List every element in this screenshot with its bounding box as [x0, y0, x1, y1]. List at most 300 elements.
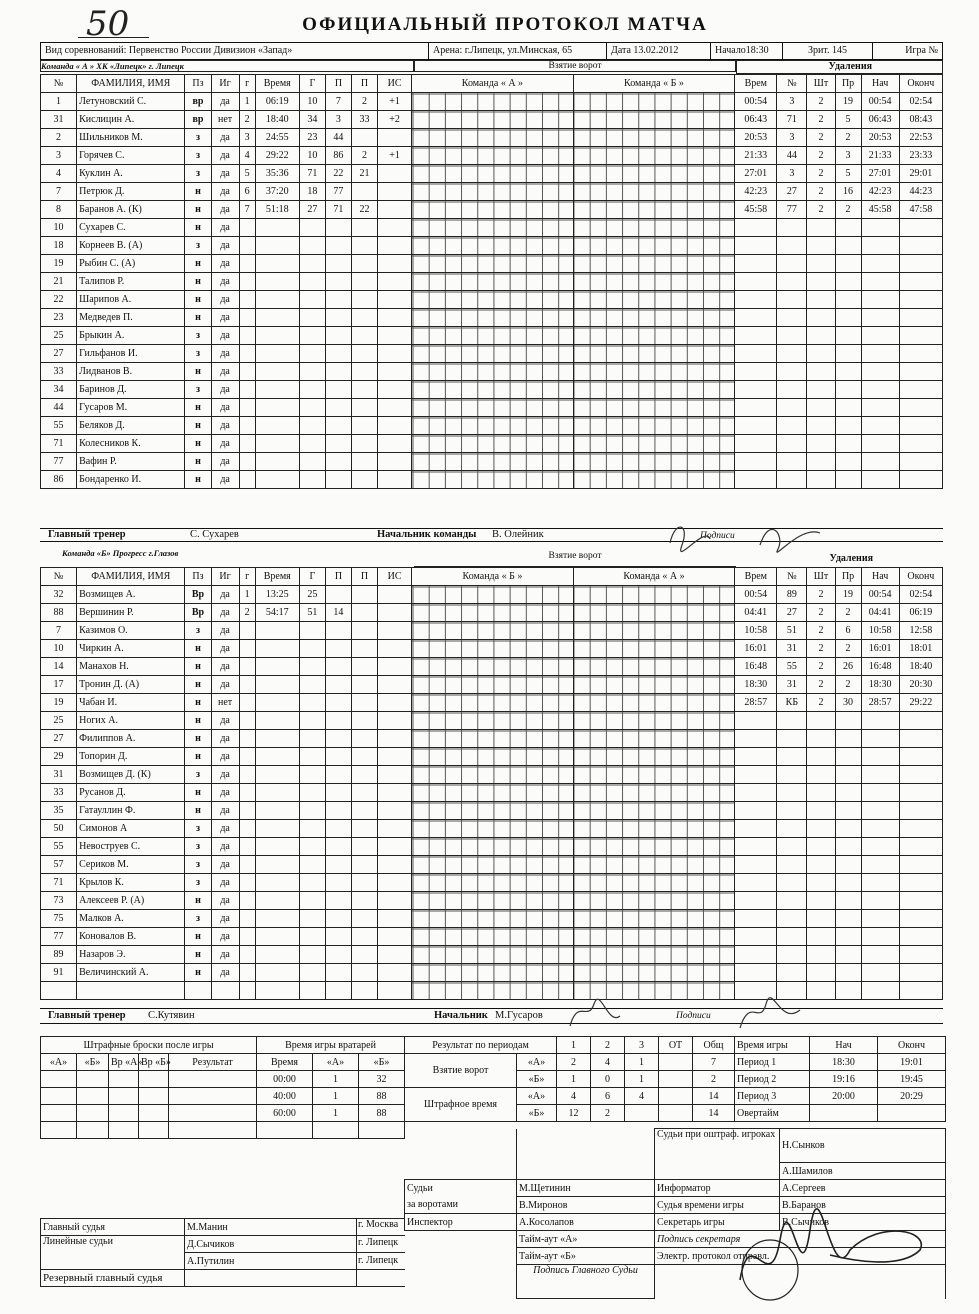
period-value: 1: [625, 1071, 659, 1088]
penalty-minutes: [807, 730, 835, 748]
goal-situation: +1: [378, 147, 412, 165]
goalie-time-table: [256, 1036, 405, 1139]
penalty-end: 22:53: [899, 129, 942, 147]
penalty-reason: [835, 892, 861, 910]
penalty-minutes: [807, 964, 835, 982]
goal-assist-1: [325, 874, 351, 892]
date-field: Дата 13.02.2012: [607, 43, 711, 59]
team-b-header-row: [41, 568, 943, 586]
penalty-minutes: [807, 946, 835, 964]
goals-taken-grid-own: [412, 129, 574, 147]
penalty-reason: 19: [835, 586, 861, 604]
penalty-minutes: [807, 748, 835, 766]
player-played: да: [211, 748, 239, 766]
player-number: 18: [41, 237, 77, 255]
player-number: 25: [41, 712, 77, 730]
goal-time: [255, 910, 299, 928]
penalty-reason: [835, 453, 861, 471]
goal-situation: [378, 255, 412, 273]
penalty-player: [777, 730, 807, 748]
judges-label: Судьи: [405, 1180, 517, 1197]
period-value: 2: [693, 1071, 735, 1088]
penalty-player: [777, 291, 807, 309]
player-number: 50: [41, 820, 77, 838]
competition-field: Вид соревнований: Первенство России Дивизион «Запад»: [41, 43, 429, 59]
goal-assist-2: [351, 399, 377, 417]
game-time-start: 18:30: [810, 1054, 878, 1071]
player-played: да: [211, 766, 239, 784]
team-b-player-row: [41, 604, 943, 622]
player-name: Колесников К.: [77, 435, 185, 453]
goal-situation: +1: [378, 93, 412, 111]
penalty-player: 77: [777, 201, 807, 219]
goal-index: 6: [239, 183, 255, 201]
goal-situation: +2: [378, 111, 412, 129]
player-name: Баранов А. (К): [77, 201, 185, 219]
player-number: 86: [41, 471, 77, 489]
player-played: да: [211, 453, 239, 471]
period-value: 14: [693, 1105, 735, 1122]
goal-assist-2: [351, 982, 377, 1000]
goals-taken-grid-opp: [573, 946, 735, 964]
goal-index: [239, 453, 255, 471]
goals-taken-grid-own: [412, 928, 574, 946]
goalie-b-col: «Б»: [359, 1054, 405, 1071]
player-position: н: [185, 712, 211, 730]
player-position: вр: [185, 93, 211, 111]
goals-taken-grid-own: [412, 345, 574, 363]
penalty-end: [899, 856, 942, 874]
player-name: Лидванов В.: [77, 363, 185, 381]
player-played: да: [211, 622, 239, 640]
goal-situation: [378, 201, 412, 219]
game-time-row: [735, 1071, 946, 1088]
penalty-start: [861, 856, 899, 874]
goal-time: [255, 309, 299, 327]
team-b-player-row: [41, 874, 943, 892]
team-a-player-row: [41, 471, 943, 489]
goal-assist-2: [351, 730, 377, 748]
player-name: Крылов К.: [77, 874, 185, 892]
judge-goal-2: В.Миронов: [517, 1197, 655, 1214]
penalty-minutes: 2: [807, 201, 835, 219]
penalty-minutes: [807, 802, 835, 820]
player-played: да: [211, 604, 239, 622]
goal-assist-1: [325, 838, 351, 856]
team-b-player-row: [41, 838, 943, 856]
goals-taken-grid-opp: [573, 183, 735, 201]
goals-taken-grid-own: [412, 273, 574, 291]
col-pen-shtr: Шт: [807, 75, 835, 93]
shootouts-a: «А»: [41, 1054, 77, 1071]
period-value: 4: [557, 1088, 591, 1105]
col-pen-shtr: Шт: [807, 568, 835, 586]
goals-taken-grid-own: [412, 111, 574, 129]
period-value: [659, 1054, 693, 1071]
goals-taken-grid-opp: [573, 748, 735, 766]
penalty-player: [777, 453, 807, 471]
team-b-label: Команда «Б» Прогресс г.Глазов: [62, 548, 179, 558]
team-b-player-row: [41, 910, 943, 928]
goal-situation: [378, 712, 412, 730]
player-name: Шарипов А.: [77, 291, 185, 309]
team-a-player-row: [41, 201, 943, 219]
penalty-reason: 5: [835, 165, 861, 183]
goal-scorer: [299, 820, 325, 838]
goal-scorer: [299, 381, 325, 399]
goalie-a-value: 1: [313, 1105, 359, 1122]
goals-taken-grid-own: [412, 381, 574, 399]
goal-index: [239, 712, 255, 730]
goals-taken-grid-own: [412, 766, 574, 784]
goal-assist-1: [325, 802, 351, 820]
player-number: 7: [41, 183, 77, 201]
goals-taken-grid-own: [412, 784, 574, 802]
goal-time: [255, 381, 299, 399]
reserve-judge-label: Резервный главный судья: [41, 1270, 185, 1287]
goal-assist-1: [325, 381, 351, 399]
goal-situation: [378, 363, 412, 381]
goals-taken-grid-opp: [573, 838, 735, 856]
player-position: н: [185, 399, 211, 417]
goal-assist-2: [351, 291, 377, 309]
player-number: 25: [41, 327, 77, 345]
team-b-player-row: [41, 622, 943, 640]
penalty-reason: [835, 946, 861, 964]
player-played: да: [211, 309, 239, 327]
player-position: н: [185, 802, 211, 820]
player-name: Топорин Д.: [77, 748, 185, 766]
game-time-start-col: Нач: [810, 1037, 878, 1054]
goals-taken-grid-opp: [573, 327, 735, 345]
player-name: Чиркин А.: [77, 640, 185, 658]
goal-assist-2: [351, 183, 377, 201]
goal-scorer: [299, 237, 325, 255]
goal-assist-1: 22: [325, 165, 351, 183]
penalty-start: 16:48: [861, 658, 899, 676]
periods-title: Результат по периодам: [405, 1037, 557, 1054]
goal-time: [255, 255, 299, 273]
goal-situation: [378, 327, 412, 345]
penalty-start: 45:58: [861, 201, 899, 219]
penalty-end: [899, 712, 942, 730]
col-team-a-goals: Команда « А »: [573, 568, 735, 586]
player-number: 71: [41, 874, 77, 892]
player-name: Летуновский С.: [77, 93, 185, 111]
goals-taken-grid-own: [412, 892, 574, 910]
penalty-minutes: [807, 712, 835, 730]
goal-situation: [378, 435, 412, 453]
goal-index: 2: [239, 111, 255, 129]
penalty-start: [861, 471, 899, 489]
col-pen-time: Врем: [735, 568, 777, 586]
player-number: 1: [41, 93, 77, 111]
player-position: н: [185, 363, 211, 381]
penalty-reason: 16: [835, 183, 861, 201]
goals-taken-grid-opp: [573, 964, 735, 982]
col-is: ИС: [378, 75, 412, 93]
goal-scorer: 34: [299, 111, 325, 129]
player-played: да: [211, 165, 239, 183]
player-position: з: [185, 165, 211, 183]
penalty-end: [899, 964, 942, 982]
penalty-time: [735, 928, 777, 946]
penalty-judge-2: А.Шамилов: [780, 1163, 946, 1180]
goals-taken-grid-opp: [573, 255, 735, 273]
col-pen-num: №: [777, 568, 807, 586]
penalty-time-label: Штрафное время: [405, 1088, 517, 1122]
penalty-minutes: [807, 856, 835, 874]
penalty-minutes: [807, 874, 835, 892]
player-number: 4: [41, 165, 77, 183]
player-name: Вафин Р.: [77, 453, 185, 471]
player-number: 19: [41, 694, 77, 712]
penalty-end: 06:19: [899, 604, 942, 622]
goal-assist-1: [325, 345, 351, 363]
player-number: 17: [41, 676, 77, 694]
player-position: з: [185, 820, 211, 838]
player-played: да: [211, 201, 239, 219]
goal-index: [239, 640, 255, 658]
game-time-period: Период 1: [735, 1054, 810, 1071]
player-name: Возмищев Д. (К): [77, 766, 185, 784]
chief-judge-signature: [730, 1200, 950, 1310]
penalty-minutes: 2: [807, 93, 835, 111]
penalty-time: [735, 874, 777, 892]
penalty-start: 42:23: [861, 183, 899, 201]
goal-assist-1: [325, 928, 351, 946]
penalty-player: [777, 910, 807, 928]
penalty-start: [861, 255, 899, 273]
goal-assist-1: 86: [325, 147, 351, 165]
penalty-reason: 19: [835, 93, 861, 111]
goal-index: [239, 982, 255, 1000]
penalty-end: [899, 838, 942, 856]
penalty-player: 3: [777, 165, 807, 183]
col-num: №: [41, 568, 77, 586]
goal-index: [239, 676, 255, 694]
goals-taken-grid-own: [412, 730, 574, 748]
secretary-signature-label: Подпись секретаря: [655, 1231, 946, 1248]
player-name: Гатауллин Ф.: [77, 802, 185, 820]
penalty-time: [735, 237, 777, 255]
goals-taken-grid-opp: [573, 676, 735, 694]
penalty-player: [777, 748, 807, 766]
goal-index: [239, 748, 255, 766]
team-a-header-row: [41, 75, 943, 93]
penalty-time: [735, 820, 777, 838]
col-played: Иг: [211, 568, 239, 586]
goal-index: [239, 219, 255, 237]
goals-taken-grid-own: [412, 712, 574, 730]
goal-index: 1: [239, 93, 255, 111]
penalty-player: [777, 237, 807, 255]
player-name: Величинский А.: [77, 964, 185, 982]
penalty-end: [899, 982, 942, 1000]
player-name: Невоструев С.: [77, 838, 185, 856]
team-b-player-row: [41, 856, 943, 874]
goal-time: [255, 748, 299, 766]
penalty-minutes: [807, 237, 835, 255]
col-assist2: П: [351, 75, 377, 93]
team-b-table: [40, 567, 943, 1000]
protocol-title: ОФИЦИАЛЬНЫЙ ПРОТОКОЛ МАТЧА: [302, 14, 708, 35]
goal-assist-2: [351, 345, 377, 363]
goal-index: [239, 874, 255, 892]
penalty-end: [899, 363, 942, 381]
goals-taken-grid-opp: [573, 417, 735, 435]
timeout-b: Тайм-аут «Б»: [517, 1248, 655, 1265]
goal-index: [239, 327, 255, 345]
penalty-start: [861, 928, 899, 946]
penalty-player: 27: [777, 604, 807, 622]
player-position: н: [185, 201, 211, 219]
goal-assist-2: 33: [351, 111, 377, 129]
player-name: Коновалов В.: [77, 928, 185, 946]
goal-situation: [378, 622, 412, 640]
team-b-player-row: [41, 784, 943, 802]
period-h2: 2: [591, 1037, 625, 1054]
player-position: з: [185, 838, 211, 856]
goal-index: [239, 892, 255, 910]
goal-situation: [378, 748, 412, 766]
player-position: Вр: [185, 604, 211, 622]
penalty-player: [777, 399, 807, 417]
penalty-reason: [835, 363, 861, 381]
player-played: да: [211, 417, 239, 435]
goal-time: [255, 784, 299, 802]
goal-time: [255, 399, 299, 417]
shootouts-result: Результат: [169, 1054, 257, 1071]
goal-scorer: 27: [299, 201, 325, 219]
col-pen-end: Оконч: [899, 568, 942, 586]
goal-index: [239, 964, 255, 982]
penalty-minutes: [807, 381, 835, 399]
goals-taken-grid-own: [412, 471, 574, 489]
player-name: Ногих А.: [77, 712, 185, 730]
goal-assist-2: [351, 928, 377, 946]
penalty-time: [735, 471, 777, 489]
player-name: Тронин Д. (А): [77, 676, 185, 694]
player-number: 77: [41, 453, 77, 471]
period-team: «А»: [517, 1054, 557, 1071]
player-number: 21: [41, 273, 77, 291]
goal-scorer: [299, 766, 325, 784]
team-b-player-row: [41, 892, 943, 910]
col-g: г: [239, 75, 255, 93]
goals-taken-grid-own: [412, 964, 574, 982]
penalty-reason: [835, 435, 861, 453]
penalty-start: [861, 345, 899, 363]
game-time-table: [734, 1036, 946, 1122]
col-assist2: П: [351, 568, 377, 586]
goal-index: [239, 694, 255, 712]
goal-index: [239, 435, 255, 453]
goal-situation: [378, 838, 412, 856]
goal-assist-2: [351, 219, 377, 237]
penalty-time: [735, 255, 777, 273]
player-name: Симонов А: [77, 820, 185, 838]
penalty-player: [777, 856, 807, 874]
penalty-player: [777, 309, 807, 327]
goal-situation: [378, 309, 412, 327]
penalty-time: [735, 291, 777, 309]
team-a-player-row: [41, 345, 943, 363]
penalty-start: [861, 417, 899, 435]
penalty-time: [735, 946, 777, 964]
team-a-player-row: [41, 93, 943, 111]
penalty-reason: [835, 471, 861, 489]
goal-assist-1: [325, 946, 351, 964]
goal-index: [239, 255, 255, 273]
goal-assist-1: [325, 291, 351, 309]
team-b-player-row: [41, 586, 943, 604]
player-number: 89: [41, 946, 77, 964]
penalty-start: 21:33: [861, 147, 899, 165]
period-team: «Б»: [517, 1071, 557, 1088]
player-number: 33: [41, 784, 77, 802]
team-a-goals-taken-header: Взятие ворот: [414, 60, 736, 72]
player-position: н: [185, 928, 211, 946]
goal-assist-1: [325, 237, 351, 255]
col-goal: Г: [299, 568, 325, 586]
penalty-time: [735, 417, 777, 435]
goal-scorer: [299, 219, 325, 237]
player-number: 2: [41, 129, 77, 147]
penalty-end: [899, 784, 942, 802]
main-judge: М.Манин: [185, 1219, 357, 1236]
player-name: Петрюк Д.: [77, 183, 185, 201]
game-time-end: 19:01: [878, 1054, 946, 1071]
penalty-reason: 2: [835, 676, 861, 694]
penalty-player: [777, 892, 807, 910]
goal-index: [239, 856, 255, 874]
goal-assist-1: [325, 640, 351, 658]
player-played: да: [211, 237, 239, 255]
team-a-player-row: [41, 237, 943, 255]
timeout-a: Тайм-аут «А»: [517, 1231, 655, 1248]
team-b-coach: С.Кутявин: [148, 1010, 195, 1021]
goals-taken-grid-own: [412, 183, 574, 201]
goals-taken-grid-opp: [573, 381, 735, 399]
goal-time: [255, 435, 299, 453]
goals-taken-grid-own: [412, 640, 574, 658]
penalty-minutes: 2: [807, 165, 835, 183]
player-played: да: [211, 712, 239, 730]
goal-assist-2: [351, 622, 377, 640]
team-b-player-row: [41, 820, 943, 838]
penalty-reason: 30: [835, 694, 861, 712]
penalty-minutes: [807, 838, 835, 856]
goals-taken-grid-opp: [573, 712, 735, 730]
goal-situation: [378, 910, 412, 928]
goal-assist-2: 2: [351, 93, 377, 111]
goal-index: 2: [239, 604, 255, 622]
goal-scorer: [299, 399, 325, 417]
goal-assist-2: [351, 802, 377, 820]
penalty-end: [899, 730, 942, 748]
col-team-b-goals: Команда « Б »: [573, 75, 735, 93]
player-position: н: [185, 183, 211, 201]
player-position: н: [185, 784, 211, 802]
goal-situation: [378, 784, 412, 802]
goals-taken-grid-opp: [573, 910, 735, 928]
team-a-table: [40, 74, 943, 489]
player-name: Филиппов А.: [77, 730, 185, 748]
goals-taken-grid-opp: [573, 640, 735, 658]
penalty-player: [777, 820, 807, 838]
goals-taken-grid-own: [412, 982, 574, 1000]
